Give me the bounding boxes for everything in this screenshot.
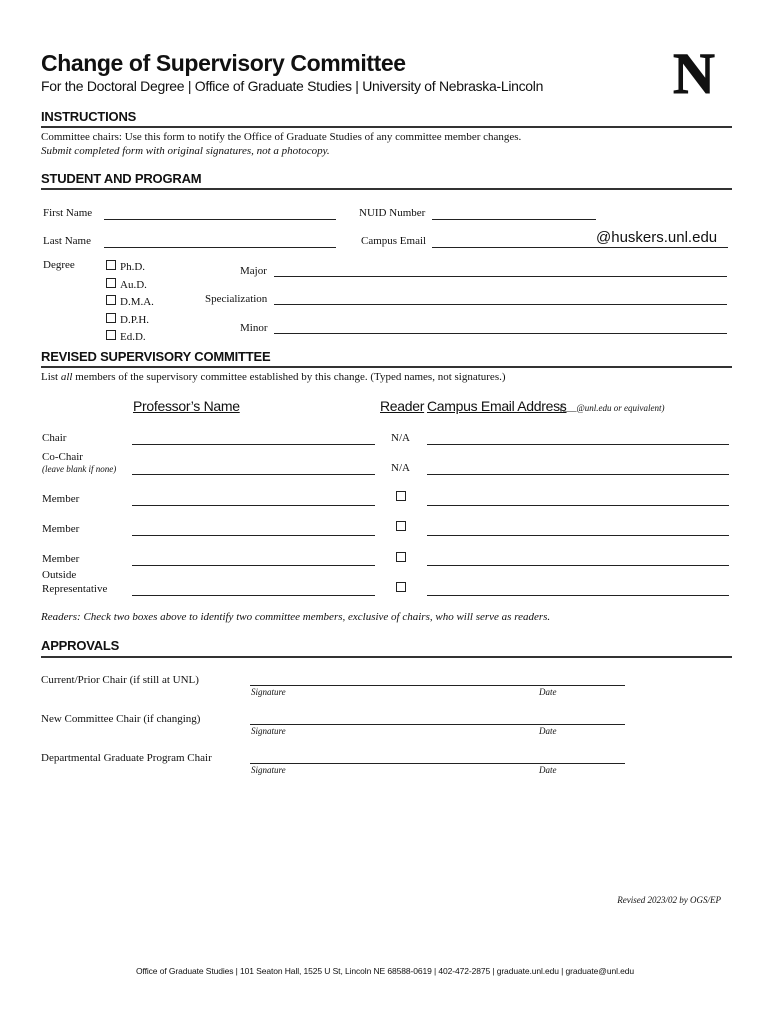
checkbox[interactable] (106, 278, 116, 288)
checkbox[interactable] (106, 260, 116, 270)
degree-option[interactable] (106, 311, 154, 329)
reader-checkbox[interactable] (396, 582, 406, 592)
degree-option[interactable] (106, 276, 154, 294)
outside-name-field[interactable] (132, 595, 375, 596)
specialization-label: Specialization (205, 293, 268, 305)
degree-option[interactable] (106, 258, 154, 276)
date-caption: Date (539, 765, 557, 775)
checkbox[interactable] (106, 295, 116, 305)
form-subtitle: For the Doctoral Degree | Office of Graduate Studies | University of Nebraska-Lincoln (41, 78, 544, 94)
reader-checkbox[interactable] (396, 521, 406, 531)
divider (41, 126, 732, 128)
member-label: Member (42, 493, 80, 505)
minor-field[interactable] (274, 333, 727, 334)
reader-checkbox[interactable] (396, 491, 406, 501)
degree-option-label: Ed.D. (120, 331, 146, 343)
form-title: Change of Supervisory Committee (41, 50, 406, 76)
major-label: Major (240, 265, 267, 277)
reader-na: N/A (391, 432, 410, 444)
footer-address: Office of Graduate Studies | 101 Seaton Hall, 1525 U St, Lincoln NE 68588-0619 | 402-472-2875 | graduate.unl.edu | graduate@unl.edu (135, 966, 635, 976)
current-chair-label: Current/Prior Chair (if still at UNL) (41, 674, 199, 686)
intro-emphasis: all (60, 371, 73, 383)
reader-checkbox[interactable] (396, 552, 406, 562)
member-email-field[interactable] (427, 505, 729, 506)
student-heading: STUDENT AND PROGRAM (41, 171, 202, 186)
nuid-label: NUID Number (359, 207, 426, 219)
new-chair-label: New Committee Chair (if changing) (41, 713, 201, 725)
nuid-field[interactable] (432, 219, 596, 220)
outside-email-field[interactable] (427, 595, 729, 596)
degree-label: Degree (43, 259, 75, 271)
degree-option-label: D.M.A. (120, 296, 154, 308)
col-professor-name: Professor’s Name (133, 398, 240, 414)
degree-option[interactable] (106, 328, 154, 346)
divider (41, 366, 732, 368)
member-name-field[interactable] (132, 565, 375, 566)
date-caption: Date (539, 726, 557, 736)
instructions-note: Submit completed form with original signatures, not a photocopy. (41, 145, 330, 157)
first-name-label: First Name (43, 207, 93, 219)
email-suffix: @huskers.unl.edu (596, 229, 718, 246)
dept-chair-label: Departmental Graduate Program Chair (41, 752, 212, 764)
member-email-field[interactable] (427, 565, 729, 566)
degree-option[interactable] (106, 293, 154, 311)
approvals-heading: APPROVALS (41, 638, 120, 653)
member-name-field[interactable] (132, 535, 375, 536)
first-name-field[interactable] (104, 219, 336, 220)
outside-label: Outside (42, 569, 77, 581)
chair-name-field[interactable] (132, 444, 375, 445)
cochair-note: (leave blank if none) (42, 464, 117, 474)
logo-letter: N (673, 46, 715, 98)
degree-option-label: Ph.D. (120, 261, 146, 273)
representative-label: Representative (42, 583, 108, 595)
current-chair-signature-field[interactable] (250, 685, 625, 686)
signature-caption: Signature (251, 687, 286, 697)
divider (41, 656, 732, 658)
degree-option-label: Au.D. (120, 278, 147, 291)
degree-option-label: D.P.H. (120, 313, 150, 326)
signature-caption: Signature (251, 765, 286, 775)
divider (41, 188, 732, 190)
member-label: Member (42, 553, 80, 565)
dept-chair-signature-field[interactable] (250, 763, 625, 764)
cochair-email-field[interactable] (427, 474, 729, 475)
specialization-field[interactable] (274, 304, 727, 305)
committee-heading: REVISED SUPERVISORY COMMITTEE (41, 349, 271, 364)
col-campus-email: Campus Email Address (427, 398, 567, 414)
revision-note: Revised 2023/02 by OGS/EP (617, 895, 721, 905)
new-chair-signature-field[interactable] (250, 724, 625, 725)
chair-label: Chair (42, 432, 67, 444)
last-name-field[interactable] (104, 247, 336, 248)
signature-caption: Signature (251, 726, 286, 736)
member-name-field[interactable] (132, 505, 375, 506)
intro-text: members of the supervisory committee established by this change. (Typed names, not signatures.) (72, 371, 506, 383)
checkbox[interactable] (106, 330, 116, 340)
col-reader: Reader (380, 398, 425, 414)
member-label: Member (42, 523, 80, 535)
minor-label: Minor (240, 322, 268, 334)
committee-intro (41, 371, 506, 383)
campus-email-label: Campus Email (361, 235, 427, 247)
col-email-note: (___@unl.edu or equivalent) (560, 403, 665, 413)
instructions-text: Committee chairs: Use this form to notify the Office of Graduate Studies of any committee member changes. (41, 131, 522, 143)
member-email-field[interactable] (427, 535, 729, 536)
university-logo-icon (668, 46, 720, 98)
intro-text: List (41, 371, 61, 383)
degree-options (106, 258, 154, 346)
major-field[interactable] (274, 276, 727, 277)
cochair-label: Co-Chair (42, 451, 83, 463)
chair-email-field[interactable] (427, 444, 729, 445)
instructions-heading: INSTRUCTIONS (41, 109, 137, 124)
last-name-label: Last Name (43, 235, 91, 247)
reader-na: N/A (391, 462, 410, 474)
campus-email-field[interactable] (432, 247, 728, 248)
cochair-name-field[interactable] (132, 474, 375, 475)
checkbox[interactable] (106, 313, 116, 323)
date-caption: Date (539, 687, 557, 697)
readers-note: Readers: Check two boxes above to identify two committee members, exclusive of chairs, who will serve as readers. (41, 611, 551, 623)
